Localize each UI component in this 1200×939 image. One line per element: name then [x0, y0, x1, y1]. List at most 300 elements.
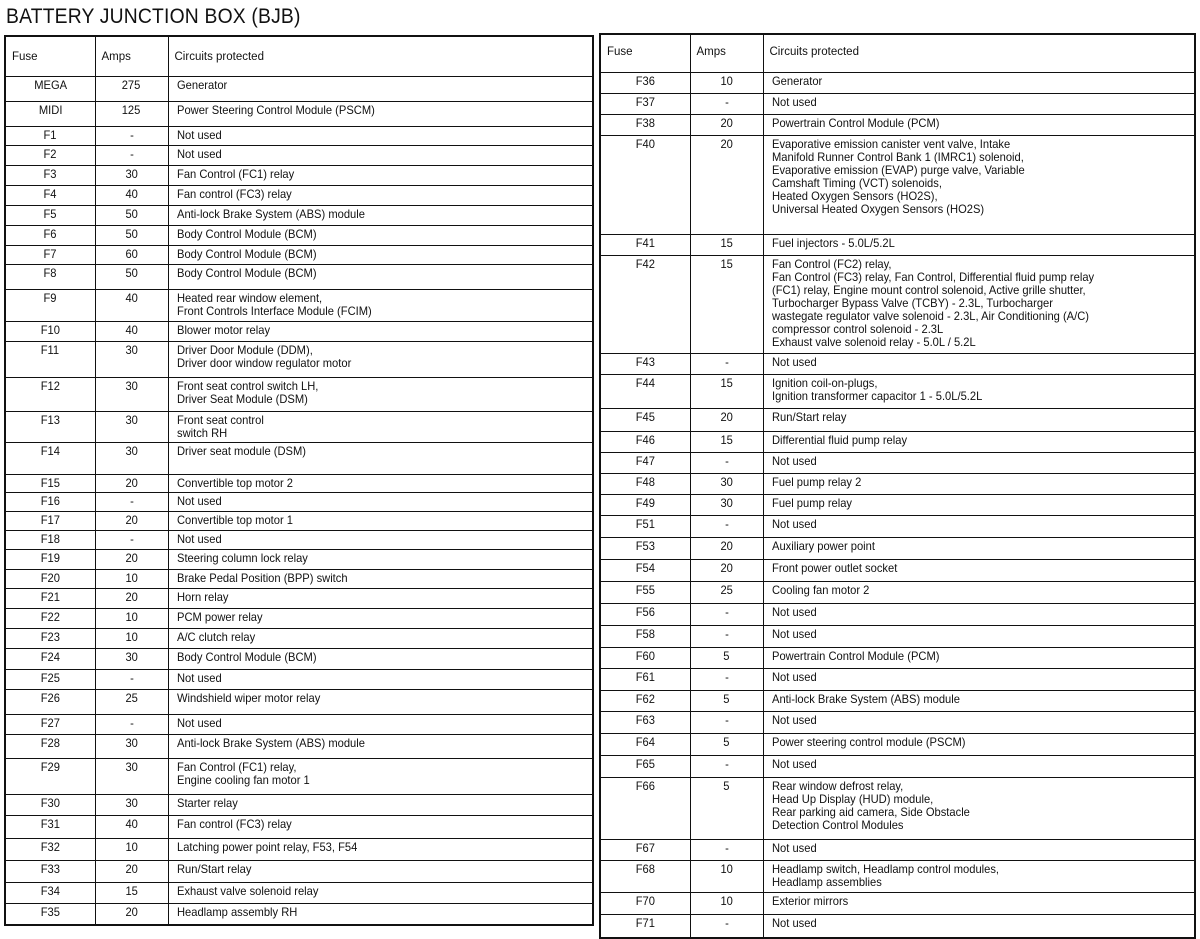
circuits-cell-text: Not used [771, 604, 817, 619]
fuse-cell [5, 734, 95, 758]
fuse-cell [600, 408, 690, 431]
circuits-cell-text: Front seat control switch RH [176, 412, 264, 440]
circuits-cell [763, 408, 1195, 431]
circuits-cell-text: Body Control Module (BCM) [176, 226, 317, 241]
fuse-cell-text: F23 [40, 629, 60, 644]
circuits-cell [763, 668, 1195, 690]
fuse-cell-text: F70 [635, 893, 655, 908]
fuse-cell-text: F51 [635, 516, 655, 531]
amps-cell-text: - [724, 626, 729, 641]
fuse-cell-text: F25 [40, 670, 60, 685]
circuits-cell [763, 839, 1195, 860]
amps-cell-text: 60 [125, 246, 138, 261]
fuse-cell-text: F38 [635, 115, 655, 130]
amps-cell-text: 30 [125, 412, 138, 427]
amps-cell-text: 15 [720, 375, 733, 390]
circuits-cell [168, 530, 593, 549]
circuits-cell-text: Differential fluid pump relay [771, 432, 907, 447]
circuits-cell [168, 101, 593, 126]
amps-cell [690, 559, 763, 581]
fuse-cell [5, 669, 95, 689]
column-header-fuse: Fuse [5, 36, 95, 76]
circuits-cell-text: Headlamp switch, Headlamp control modules, Headlamp assemblies [771, 861, 999, 889]
amps-cell [95, 608, 168, 628]
table-row [600, 559, 1195, 581]
circuits-cell [168, 628, 593, 648]
circuits-cell [168, 205, 593, 225]
table-row [5, 205, 593, 225]
amps-cell [95, 734, 168, 758]
fuse-cell-text: F16 [40, 493, 60, 508]
fuse-cell-text: F35 [40, 904, 60, 919]
fuse-cell-text: F1 [43, 127, 57, 142]
amps-cell [690, 494, 763, 515]
circuits-cell [763, 777, 1195, 839]
fuse-cell-text: F40 [635, 136, 655, 151]
amps-cell-text: - [129, 715, 134, 730]
amps-cell [95, 569, 168, 588]
table-row [5, 474, 593, 492]
table-row [600, 515, 1195, 537]
table-row [600, 839, 1195, 860]
fuse-cell-text: F17 [40, 512, 60, 527]
table-row [5, 549, 593, 569]
table-row [5, 648, 593, 669]
circuits-cell [168, 608, 593, 628]
fuse-cell [600, 431, 690, 452]
fuse-cell [5, 608, 95, 628]
circuits-cell [168, 442, 593, 474]
circuits-cell [168, 341, 593, 377]
fuse-cell-text: MIDI [38, 102, 63, 117]
fuse-cell [5, 411, 95, 442]
fuse-cell [600, 914, 690, 938]
table-row [5, 185, 593, 205]
circuits-cell [763, 690, 1195, 711]
fuse-cell [600, 581, 690, 603]
fuse-cell-text: F18 [40, 531, 60, 546]
circuits-cell [763, 353, 1195, 374]
table-row [5, 903, 593, 925]
circuits-cell [168, 245, 593, 264]
fuse-table-left [4, 35, 594, 926]
circuits-cell-text: Exterior mirrors [771, 893, 848, 908]
circuits-cell-text: Run/Start relay [771, 409, 846, 424]
fuse-cell-text: F26 [40, 690, 60, 705]
circuits-cell-text: Not used [176, 531, 222, 546]
fuse-cell [5, 145, 95, 165]
circuits-cell [168, 321, 593, 341]
table-row [600, 93, 1195, 114]
circuits-cell-text: Fan Control (FC1) relay, Engine cooling fan motor 1 [176, 759, 310, 787]
table-row [5, 245, 593, 264]
circuits-cell-text: Not used [771, 915, 817, 930]
amps-cell [95, 185, 168, 205]
fuse-cell [600, 711, 690, 733]
amps-cell-text: 125 [122, 102, 141, 117]
table-row [600, 473, 1195, 494]
table-row [600, 777, 1195, 839]
amps-cell [95, 669, 168, 689]
amps-cell [690, 515, 763, 537]
circuits-cell [168, 903, 593, 925]
amps-cell-text: 40 [125, 186, 138, 201]
fuse-cell [5, 185, 95, 205]
amps-cell-text: 20 [720, 538, 733, 553]
circuits-cell-text: Not used [176, 493, 222, 508]
amps-cell-text: - [129, 127, 134, 142]
column-header-amps: Amps [690, 34, 763, 72]
circuits-cell [168, 185, 593, 205]
amps-cell-text: 5 [723, 691, 730, 706]
amps-cell-text: 20 [125, 512, 138, 527]
circuits-cell-text: Cooling fan motor 2 [771, 582, 869, 597]
amps-cell [95, 838, 168, 860]
circuits-cell-text: Not used [771, 712, 817, 727]
circuits-cell-text: Body Control Module (BCM) [176, 649, 317, 664]
amps-cell [690, 860, 763, 892]
table-row [5, 689, 593, 714]
fuse-cell [5, 126, 95, 145]
fuse-cell [5, 714, 95, 734]
fuse-cell-text: F61 [635, 669, 655, 684]
table-row [600, 647, 1195, 668]
amps-cell [95, 145, 168, 165]
circuits-cell-text: Starter relay [176, 795, 238, 810]
fuse-cell [600, 839, 690, 860]
fuse-cell-text: F46 [635, 432, 655, 447]
circuits-cell-text: Rear window defrost relay, Head Up Display (HUD) module, Rear parking aid camera, Side Obstacle Detection Control Modules [771, 778, 970, 832]
amps-cell-text: 5 [723, 734, 730, 749]
table-row [5, 377, 593, 411]
amps-cell [690, 537, 763, 559]
circuits-cell [168, 289, 593, 321]
amps-cell [690, 711, 763, 733]
fuse-table-right [599, 33, 1196, 939]
amps-cell [95, 205, 168, 225]
amps-cell [95, 245, 168, 264]
circuits-cell-text: Ignition coil-on-plugs, Ignition transformer capacitor 1 - 5.0L/5.2L [771, 375, 982, 403]
table-row [600, 114, 1195, 135]
circuits-cell-text: Not used [771, 756, 817, 771]
circuits-cell [168, 145, 593, 165]
fuse-cell-text: F43 [635, 354, 655, 369]
table-row [5, 530, 593, 549]
amps-cell [690, 668, 763, 690]
circuits-cell-text: Auxiliary power point [771, 538, 875, 553]
circuits-cell-text: Not used [771, 840, 817, 855]
fuse-cell-text: F49 [635, 495, 655, 510]
table-row [5, 289, 593, 321]
fuse-cell-text: F12 [40, 378, 60, 393]
amps-cell-text: - [129, 493, 134, 508]
table-row [5, 76, 593, 101]
fuse-cell-text: F60 [635, 648, 655, 663]
amps-cell-text: 10 [125, 609, 138, 624]
fuse-cell-text: F29 [40, 759, 60, 774]
fuse-cell [5, 882, 95, 903]
fuse-cell-text: F4 [43, 186, 57, 201]
table-row [5, 815, 593, 838]
fuse-cell [600, 515, 690, 537]
table-row [5, 608, 593, 628]
circuits-cell-text: Powertrain Control Module (PCM) [771, 115, 939, 130]
circuits-cell [168, 815, 593, 838]
amps-cell [95, 225, 168, 245]
table-row [5, 569, 593, 588]
fuse-cell-text: F10 [40, 322, 60, 337]
circuits-cell-text: Driver seat module (DSM) [176, 443, 306, 458]
circuits-cell [763, 581, 1195, 603]
amps-cell [95, 289, 168, 321]
circuits-cell-text: Power steering control module (PSCM) [771, 734, 966, 749]
amps-cell [690, 72, 763, 93]
table-row [600, 711, 1195, 733]
fuse-cell-text: F33 [40, 861, 60, 876]
fuse-cell [5, 289, 95, 321]
circuits-cell-text: Powertrain Control Module (PCM) [771, 648, 939, 663]
amps-cell [95, 549, 168, 569]
fuse-cell-text: F19 [40, 550, 60, 565]
fuse-cell [5, 474, 95, 492]
circuits-cell [763, 255, 1195, 353]
table-row [600, 494, 1195, 515]
circuits-cell-text: Generator [771, 73, 822, 88]
amps-cell [95, 628, 168, 648]
table-header-row [5, 36, 593, 76]
amps-cell-text: 20 [125, 861, 138, 876]
circuits-cell-text: Headlamp assembly RH [176, 904, 297, 919]
amps-cell-text: - [129, 670, 134, 685]
amps-cell [95, 648, 168, 669]
amps-cell-text: 5 [723, 778, 730, 793]
circuits-cell [763, 234, 1195, 255]
table-row [5, 838, 593, 860]
amps-cell [95, 341, 168, 377]
amps-cell [95, 492, 168, 511]
amps-cell-text: 40 [125, 290, 138, 305]
amps-cell-text: 25 [720, 582, 733, 597]
amps-cell-text: - [724, 669, 729, 684]
amps-cell [690, 755, 763, 777]
circuits-cell [168, 492, 593, 511]
amps-cell [95, 101, 168, 126]
amps-cell-text: 40 [125, 322, 138, 337]
fuse-cell-text: F2 [43, 146, 57, 161]
amps-cell-text: 30 [720, 474, 733, 489]
fuse-cell [5, 492, 95, 511]
amps-cell-text: 30 [720, 495, 733, 510]
circuits-cell-text: Blower motor relay [176, 322, 270, 337]
circuits-cell [763, 603, 1195, 625]
circuits-cell-text: Exhaust valve solenoid relay [176, 883, 318, 898]
fuse-cell-text: F20 [40, 570, 60, 585]
circuits-cell [168, 794, 593, 815]
amps-cell-text: 10 [720, 73, 733, 88]
circuits-cell-text: Fuel pump relay [771, 495, 852, 510]
circuits-cell [168, 126, 593, 145]
table-row [5, 734, 593, 758]
fuse-cell [600, 234, 690, 255]
circuits-cell-text: Generator [176, 77, 227, 92]
fuse-cell-text: F32 [40, 839, 60, 854]
circuits-cell-text: Power Steering Control Module (PSCM) [176, 102, 375, 117]
amps-cell-text: - [724, 712, 729, 727]
circuits-cell [168, 569, 593, 588]
table-row [5, 669, 593, 689]
fuse-cell [5, 815, 95, 838]
table-row [600, 625, 1195, 647]
circuits-cell-text: Body Control Module (BCM) [176, 246, 317, 261]
fuse-cell [5, 758, 95, 794]
fuse-cell-text: F34 [40, 883, 60, 898]
amps-cell-text: 15 [720, 432, 733, 447]
fuse-cell [5, 511, 95, 530]
circuits-cell [763, 515, 1195, 537]
fuse-cell-text: F3 [43, 166, 57, 181]
fuse-cell-text: F54 [635, 560, 655, 575]
amps-cell-text: 15 [720, 256, 733, 271]
circuits-cell [763, 473, 1195, 494]
amps-cell-text: 15 [125, 883, 138, 898]
fuse-cell [5, 245, 95, 264]
circuits-cell-text: Not used [771, 626, 817, 641]
table-row [5, 225, 593, 245]
amps-cell-text: 50 [125, 206, 138, 221]
amps-cell-text: - [724, 453, 729, 468]
table-row [5, 860, 593, 882]
amps-cell [95, 377, 168, 411]
fuse-cell-text: F36 [635, 73, 655, 88]
circuits-cell [763, 537, 1195, 559]
table-row [5, 411, 593, 442]
table-row [5, 145, 593, 165]
amps-cell [95, 815, 168, 838]
circuits-cell [763, 755, 1195, 777]
amps-cell [690, 353, 763, 374]
amps-cell [95, 321, 168, 341]
column-header-amps: Amps [95, 36, 168, 76]
fuse-cell [5, 205, 95, 225]
circuits-cell-text: Fan control (FC3) relay [176, 186, 292, 201]
fuse-cell-text: F64 [635, 734, 655, 749]
amps-cell [95, 511, 168, 530]
circuits-cell [168, 669, 593, 689]
fuse-cell-text: F44 [635, 375, 655, 390]
circuits-cell [168, 860, 593, 882]
amps-cell [95, 588, 168, 608]
circuits-cell-text: Evaporative emission canister vent valve, Intake Manifold Runner Control Bank 1 (IMRC1) solenoid, Evaporative emission (EVAP) purge valve, Variable Camshaft Timing (VCT) solenoids, Heated Oxygen Sensors (HO2S), Universal Heated Oxygen Sensors (HO2S) [771, 136, 1025, 216]
fuse-cell-text: F42 [635, 256, 655, 271]
amps-cell [690, 93, 763, 114]
circuits-cell [168, 588, 593, 608]
amps-cell [95, 882, 168, 903]
amps-cell [690, 581, 763, 603]
fuse-cell [5, 264, 95, 289]
amps-cell-text: - [129, 146, 134, 161]
fuse-cell [5, 530, 95, 549]
fuse-cell [600, 668, 690, 690]
amps-cell-text: 10 [720, 893, 733, 908]
table-row [600, 733, 1195, 755]
amps-cell [95, 794, 168, 815]
amps-cell [690, 374, 763, 408]
amps-cell-text: 10 [125, 629, 138, 644]
fuse-cell [600, 72, 690, 93]
table-row [5, 882, 593, 903]
circuits-cell-text: Fuel injectors - 5.0L/5.2L [771, 235, 895, 250]
fuse-cell [5, 628, 95, 648]
fuse-cell [5, 794, 95, 815]
fuse-cell [600, 647, 690, 668]
fuse-cell-text: F22 [40, 609, 60, 624]
amps-cell-text: 5 [723, 648, 730, 663]
fuse-cell [5, 377, 95, 411]
table-row [5, 588, 593, 608]
circuits-cell-text: Not used [176, 127, 222, 142]
table-row [600, 860, 1195, 892]
circuits-cell [763, 135, 1195, 234]
amps-cell-text: 30 [125, 166, 138, 181]
amps-cell-text: 30 [125, 443, 138, 458]
circuits-cell [763, 72, 1195, 93]
fuse-cell-text: F41 [635, 235, 655, 250]
fuse-cell-text: F56 [635, 604, 655, 619]
amps-cell [95, 442, 168, 474]
amps-cell-text: 40 [125, 816, 138, 831]
fuse-cell-text: F27 [40, 715, 60, 730]
fuse-cell-text: F58 [635, 626, 655, 641]
amps-cell-text: 20 [125, 589, 138, 604]
circuits-cell [763, 711, 1195, 733]
amps-cell-text: 30 [125, 342, 138, 357]
fuse-cell [5, 165, 95, 185]
amps-cell [690, 914, 763, 938]
fuse-cell-text: F63 [635, 712, 655, 727]
fuse-cell [600, 603, 690, 625]
table-row [5, 714, 593, 734]
fuse-cell [5, 76, 95, 101]
amps-cell-text: 25 [125, 690, 138, 705]
circuits-cell [763, 114, 1195, 135]
amps-cell [95, 126, 168, 145]
fuse-cell [600, 374, 690, 408]
table-row [5, 442, 593, 474]
circuits-cell [168, 838, 593, 860]
amps-cell-text: 20 [125, 475, 138, 490]
fuse-cell [600, 733, 690, 755]
fuse-cell [5, 689, 95, 714]
fuse-cell [600, 452, 690, 473]
circuits-cell [168, 549, 593, 569]
fuse-cell [5, 588, 95, 608]
amps-cell [690, 839, 763, 860]
fuse-cell-text: F6 [43, 226, 57, 241]
amps-cell [690, 255, 763, 353]
circuits-cell-text: Fuel pump relay 2 [771, 474, 861, 489]
fuse-cell-text: F21 [40, 589, 60, 604]
table-row [5, 794, 593, 815]
amps-cell [95, 165, 168, 185]
table-row [600, 452, 1195, 473]
fuse-cell-text: F13 [40, 412, 60, 427]
amps-cell [690, 690, 763, 711]
fuse-cell [600, 777, 690, 839]
amps-cell-text: 50 [125, 265, 138, 280]
amps-cell [95, 903, 168, 925]
fuse-cell-text: F14 [40, 443, 60, 458]
circuits-cell-text: Fan Control (FC2) relay, Fan Control (FC3) relay, Fan Control, Differential fluid pump relay (FC1) relay, Engine mount control solenoid, Active grille shutter, Turbocharger Bypass Valve (TCBY) - 2.3L, Turbocharger wastegate regulator valve solenoid - 2.3L, Air Conditioning (A/C) compressor control solenoid - 2.3L Exhaust valve solenoid relay - 5.0L / 5.2L [771, 256, 1094, 349]
